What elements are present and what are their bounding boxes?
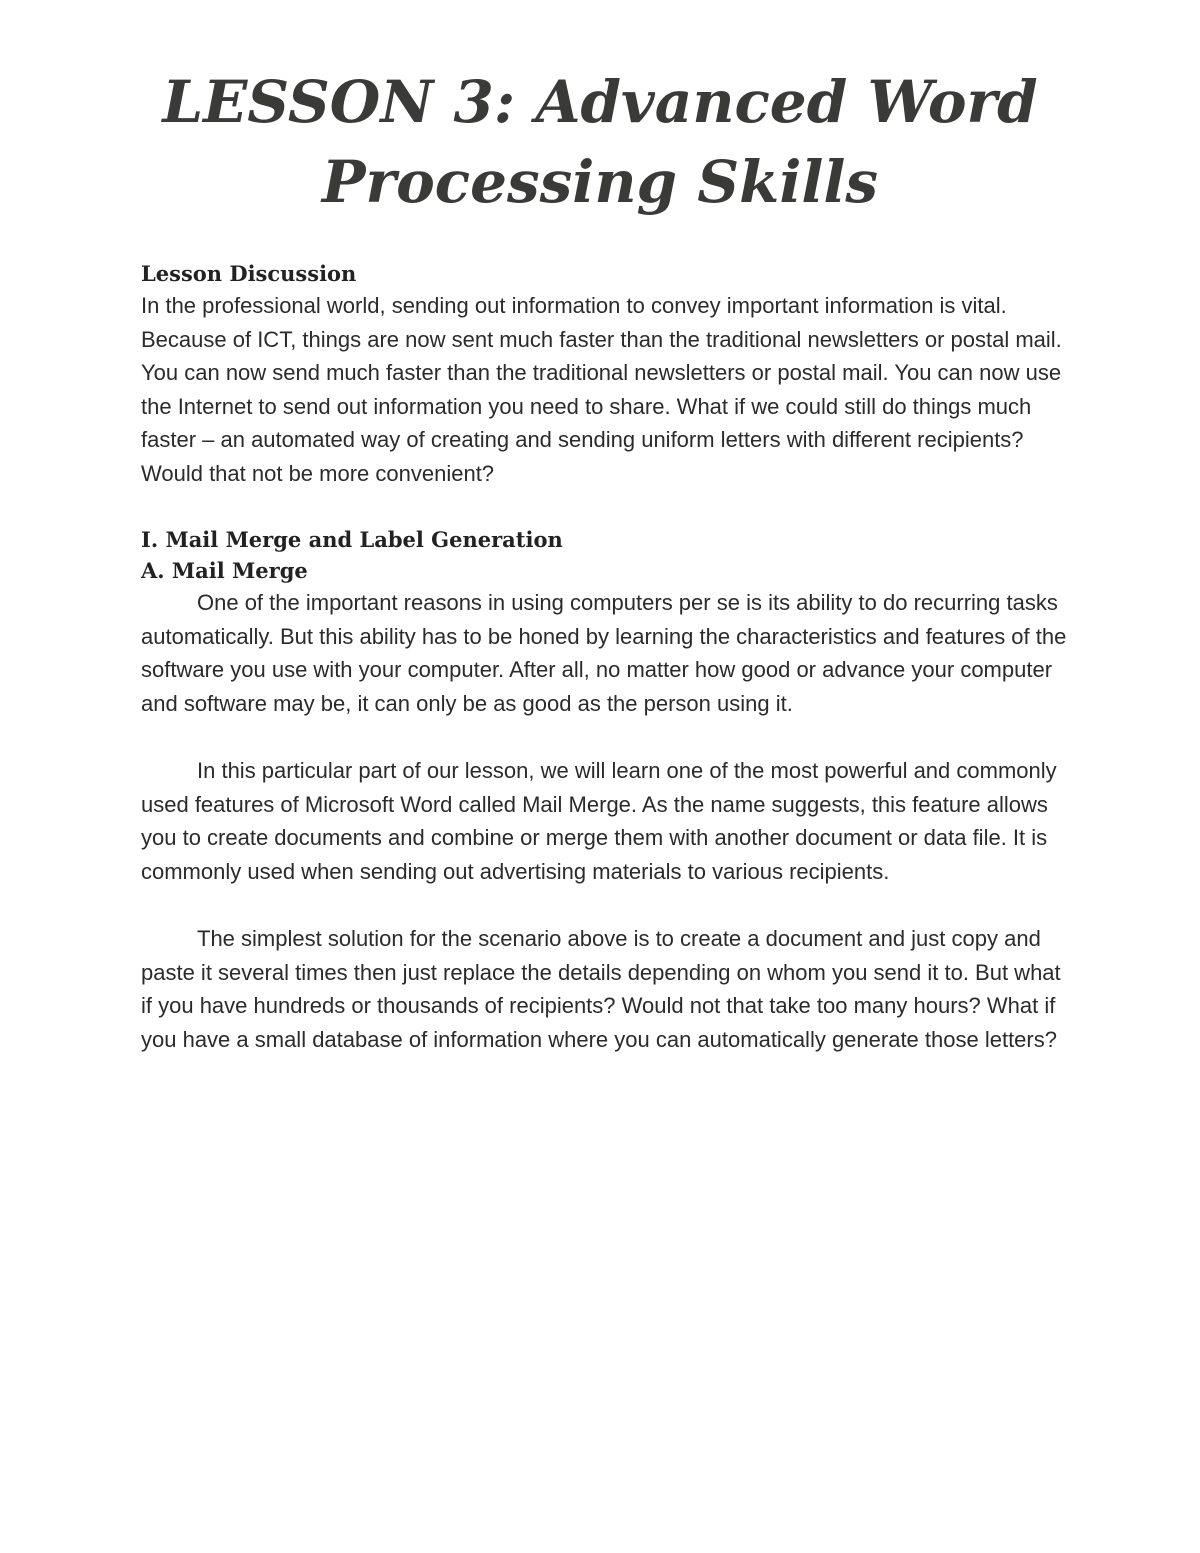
spacer xyxy=(141,888,1071,922)
subsection-heading-mail-merge: A. Mail Merge xyxy=(141,558,308,583)
spacer xyxy=(141,720,1071,754)
section-heading-mail-merge-label-generation: I. Mail Merge and Label Generation xyxy=(141,527,563,552)
paragraph: One of the important reasons in using computers per se is its ability to do recurring tasks automatically. But this ability has to be honed by learning the characteristics and features of the software you use with your computer. After all, no matter how good or advance your computer and software may be, it can only be as good as the person using it. xyxy=(141,590,1067,716)
lesson-discussion-paragraph: In the professional world, sending out information to convey important information is vital. Because of ICT, things are now sent much faster than the traditional newsletters or postal mail. You can now send much faster than the traditional newsletters or postal mail. You can now use the Internet to send out information you need to share. What if we could still do things much faster – an automated way of creating and sending uniform letters with different recipients? Would that not be more convenient? xyxy=(141,293,1062,486)
lesson-discussion-heading: Lesson Discussion xyxy=(141,261,357,286)
paragraph: In this particular part of our lesson, we will learn one of the most powerful and commonly used features of Microsoft Word called Mail Merge. As the name suggests, this feature allows you to create documents and combine or merge them with another document or data file. It is commonly used when sending out advertising materials to various recipients. xyxy=(141,758,1057,884)
document-body xyxy=(141,258,1071,1056)
paragraph: The simplest solution for the scenario above is to create a document and just copy and paste it several times then just replace the details depending on whom you send it to. But what if you have hundreds or thousands of recipients? Would not that take too many hours? What if you have a small database of information where you can automatically generate those letters? xyxy=(141,926,1061,1052)
page-title: LESSON 3: Advanced Word Processing Skills xyxy=(162,68,1038,216)
spacer xyxy=(141,490,1071,524)
